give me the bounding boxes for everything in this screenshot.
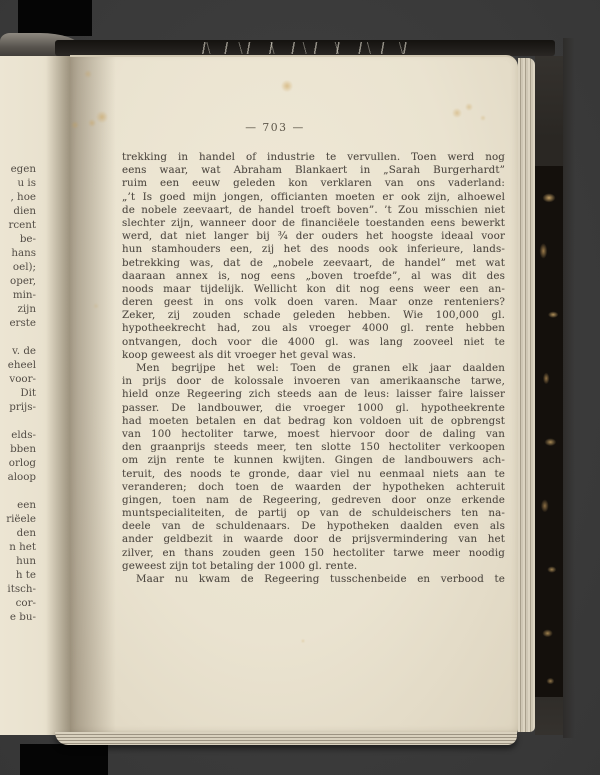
fragment-line: zijn bbox=[17, 303, 36, 315]
fragment-line: rcent bbox=[8, 219, 36, 231]
fragment-line: prijs- bbox=[9, 401, 36, 413]
fragment-line: v. de bbox=[12, 345, 36, 357]
fragment-line: Dit bbox=[20, 387, 36, 399]
text-line: ontvangen, doch voor die 4000 gl. was lang zooveel niet te bbox=[122, 335, 505, 348]
text-line: gingen, toen nam de Regeering, gedreven door onze erkende bbox=[122, 493, 505, 506]
text-line: zilver, en thans zouden geen 150 hectoliter tarwe meer noodig bbox=[122, 546, 505, 559]
fragment-line: , hoe bbox=[10, 191, 36, 203]
fragment-line: eheel bbox=[7, 359, 36, 371]
fragment-line: egen bbox=[10, 163, 36, 175]
fragment-line: be- bbox=[19, 233, 36, 245]
text-line: veranderen; doch toen de waarden der hypotheken achteruit bbox=[122, 480, 505, 493]
fragment-line: u is bbox=[17, 177, 36, 189]
book-page bbox=[70, 55, 518, 737]
text-line: ruim een eeuw geleden kon verklaren van ons vaderland: bbox=[122, 177, 505, 190]
fragment-line: een bbox=[17, 499, 36, 511]
text-line: trekking in handel of industrie te vervullen. Toen werd nog bbox=[122, 151, 505, 163]
fragment-line: den bbox=[16, 527, 36, 539]
left-page-edge bbox=[0, 56, 70, 735]
text-line: koop geweest als dit vroeger het geval was. bbox=[122, 348, 357, 361]
text-line: van 100 hectoliter tarwe, moest hiervoor door de daling van bbox=[122, 427, 505, 440]
fragment-line: bben bbox=[10, 443, 36, 455]
page-text bbox=[122, 151, 505, 586]
text-line: daaraan annex is, nog eens „boven troefde”, al was dit des bbox=[122, 269, 505, 282]
text-line: deren geest in ons volk doen varen. Maar onze renteniers? bbox=[122, 296, 505, 309]
text-line: om zijn rente te kunnen kwijten. Gingen de landbouwers ach- bbox=[122, 454, 505, 467]
fragment-line: orlog bbox=[8, 457, 36, 469]
text-line: had moeten betalen en dat bedrag kon voldoen uit de opbrengst bbox=[122, 414, 505, 427]
page-edges-bottom bbox=[55, 732, 517, 745]
text-line: slechter zijn, wanneer door de financiëele toestanden eens bewerkt bbox=[122, 216, 505, 229]
page-edges-right bbox=[518, 58, 535, 732]
text-line: eens waar, wat Abraham Blankaert in „Sarah Burgerhardt” bbox=[122, 164, 505, 177]
text-line: „’t Is goed mijn jongen, officianten moeten er ook zijn, alhoewel bbox=[122, 190, 505, 203]
fragment-line bbox=[0, 484, 36, 498]
fragment-line: min- bbox=[12, 289, 36, 301]
fragment-line: dien bbox=[13, 205, 36, 217]
text-line: ander geldbezit in waarde door de prijsvermindering van het bbox=[122, 533, 505, 546]
text-line: hypotheekrecht had, zou als vroeger 4000 gl. rente hebben bbox=[122, 322, 505, 335]
text-line: hun stamhouders een, zij het des noods ook inferieure, lands- bbox=[122, 243, 505, 256]
text-line: hield onze Regeering zich steeds aan de leus: laisser faire laisser bbox=[122, 388, 505, 401]
left-page-text-fragments bbox=[0, 162, 36, 624]
gutter-shadow bbox=[46, 56, 70, 735]
backdrop-cutout-bottom-left bbox=[20, 744, 108, 775]
text-line: betrekking was, dat de „nobele zeevaart, de handel” met wat bbox=[122, 256, 505, 269]
fragment-line: voor- bbox=[9, 373, 36, 385]
cover-marbled-edge bbox=[535, 56, 563, 735]
text-line: noods maar tijdelijk. Wellicht kon dit nog eens weer een an- bbox=[122, 282, 505, 295]
text-line: Maar nu kwam de Regeering tusschenbeide en verbood te bbox=[136, 573, 505, 585]
fragment-line: cor- bbox=[15, 597, 36, 609]
fragment-line: oper, bbox=[10, 275, 36, 287]
fragment-line: itsch- bbox=[7, 583, 36, 595]
fragment-line: elds- bbox=[11, 429, 36, 441]
cover-right-edge bbox=[563, 38, 575, 738]
text-line: den graanprijs steeds meer, ten slotte 150 hectoliter verkoopen bbox=[122, 441, 505, 454]
fragment-line: hans bbox=[11, 247, 36, 259]
text-line: teruit, des noods te gronde, daar viel nu eenmaal niets aan te bbox=[122, 467, 505, 480]
fragment-line bbox=[0, 414, 36, 428]
text-line: muntspecialiteiten, de partij op van de schuldeischers ten na- bbox=[122, 507, 505, 520]
text-line: Men begrijpe het wel: Toen de granen elk jaar daalden bbox=[136, 362, 505, 374]
fragment-line: hun bbox=[16, 555, 36, 567]
fragment-line: e bu- bbox=[9, 611, 36, 623]
text-line: geweest zijn tot betaling der 1000 gl. rente. bbox=[122, 559, 358, 572]
text-line: deele van de schuldenaars. De hypotheken daalden even als bbox=[122, 520, 505, 533]
book-cover-top-edge-marbling bbox=[195, 42, 425, 54]
page-number: — 703 — bbox=[245, 121, 305, 134]
fragment-line bbox=[0, 330, 36, 344]
fragment-line: oel); bbox=[12, 261, 36, 273]
fragment-line: h te bbox=[15, 569, 36, 581]
fragment-line: erste bbox=[9, 317, 36, 329]
fragment-line: aloop bbox=[7, 471, 36, 483]
fragment-line: n het bbox=[9, 541, 36, 553]
text-line: passer. De landbouwer, die vroeger 1000 gl. hypotheekrente bbox=[122, 401, 505, 414]
text-line: Zeker, zij zouden schade geleden hebben. Wie 100,000 gl. bbox=[122, 309, 505, 322]
text-line: werd, dat niet langer bij ¾ der ouders het hoogste ideaal voor bbox=[122, 230, 505, 243]
text-line: in prijs door de kolossale invoeren van amerikaansche tarwe, bbox=[122, 375, 505, 388]
text-line: de nobele zeevaart, de handel troeft boven”. ’t Zou misschien niet bbox=[122, 203, 505, 216]
fragment-line: riëele bbox=[6, 513, 36, 525]
backdrop-cutout-top-left bbox=[18, 0, 92, 36]
